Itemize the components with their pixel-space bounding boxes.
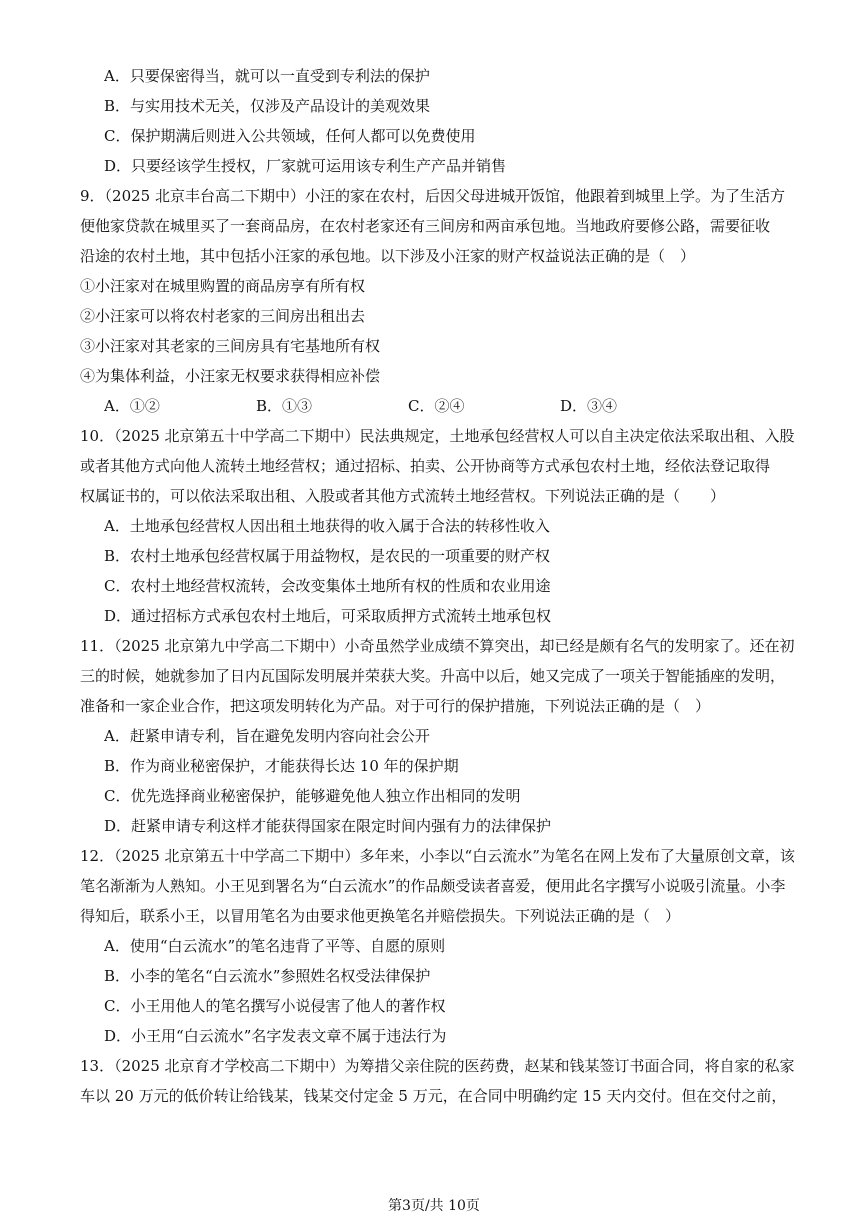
option-b: B．作为商业秘密保护，才能获得长达 10 年的保护期	[104, 757, 459, 775]
question-9-text: 沿途的农村土地，其中包括小汪家的承包地。以下涉及小汪家的财产权益说法正确的是（ ）	[80, 247, 696, 265]
question-11-text: 11．（2025 北京第九中学高二下期中）小奇虽然学业成绩不算突出，却已经是颇有名气的发明家了。还在初	[80, 637, 795, 655]
statement-1: ①小汪家对在城里购置的商品房享有所有权	[80, 277, 366, 295]
question-13-text: 车以 20 万元的低价转让给钱某，钱某交付定金 5 万元，在合同中明确约定 15 天内交付。但在交付之前，	[80, 1087, 787, 1105]
question-9-text: 便他家贷款在城里买了一套商品房，在农村老家还有三间房和两亩承包地。当地政府要修公路，需要征收	[80, 217, 771, 235]
question-9-choices	[104, 396, 664, 416]
question-10-text: 10．（2025 北京第五十中学高二下期中）民法典规定，土地承包经营权人可以自主决定依法采取出租、入股	[80, 427, 795, 445]
option-a: A．土地承包经营权人因出租土地获得的收入属于合法的转移性收入	[104, 517, 550, 535]
question-12-text: 笔名渐渐为人熟知。小王见到署名为“白云流水”的作品颇受读者喜爱，便用此名字撰写小说吸引流量。小李	[80, 877, 786, 895]
option-d: D．只要经该学生授权，厂家就可运用该专利生产产品并销售	[104, 157, 507, 175]
question-10-text: 或者其他方式向他人流转土地经营权；通过招标、拍卖、公开协商等方式承包农村土地，经依法登记取得	[80, 457, 771, 475]
question-11-text: 准备和一家企业合作，把这项发明转化为产品。对于可行的保护措施，下列说法正确的是（ ）	[80, 697, 711, 715]
option-c: C．保护期满后则进入公共领域，任何人都可以免费使用	[104, 127, 476, 145]
option-c: C．农村土地经营权流转，会改变集体土地所有权的性质和农业用途	[104, 577, 551, 595]
question-12-text: 得知后，联系小王，以冒用笔名为由要求他更换笔名并赔偿损失。下列说法正确的是（ ）	[80, 907, 681, 925]
page-number: 第3页/共 10页	[388, 1198, 480, 1214]
option-c: C．优先选择商业秘密保护，能够避免他人独立作出相同的发明	[104, 787, 521, 805]
question-13-text: 13．（2025 北京育才学校高二下期中）为筹措父亲住院的医药费，赵某和钱某签订书面合同，将自家的私家	[80, 1057, 795, 1075]
statement-4: ④为集体利益，小汪家无权要求获得相应补偿	[80, 367, 381, 385]
choice-b: B．①③	[256, 397, 313, 415]
statement-3: ③小汪家对其老家的三间房具有宅基地所有权	[80, 337, 381, 355]
option-a: A．赶紧申请专利，旨在避免发明内容向社会公开	[104, 727, 430, 745]
question-11-text: 三的时候，她就参加了日内瓦国际发明展并荣获大奖。升高中以后，她又完成了一项关于智能插座的发明，	[80, 667, 786, 685]
choice-c: C．②④	[408, 397, 465, 415]
option-d: D．通过招标方式承包农村土地后，可采取质押方式流转土地承包权	[104, 607, 552, 625]
option-b: B．小李的笔名“白云流水”参照姓名权受法律保护	[104, 967, 431, 985]
question-10-text: 权属证书的，可以依法采取出租、入股或者其他方式流转土地经营权。下列说法正确的是（ ）	[80, 487, 726, 505]
choice-a: A．①②	[104, 397, 160, 415]
option-d: D．赶紧申请专利这样才能获得国家在限定时间内强有力的法律保护	[104, 817, 552, 835]
question-9-text: 9．（2025 北京丰台高二下期中）小汪的家在农村，后因父母进城开饭馆，他跟着到城里上学。为了生活方	[80, 187, 785, 205]
choice-d: D．③④	[560, 397, 618, 415]
option-a: A．只要保密得当，就可以一直受到专利法的保护	[104, 67, 430, 85]
question-12-text: 12．（2025 北京第五十中学高二下期中）多年来，小李以“白云流水”为笔名在网上发布了大量原创文章，该	[80, 847, 795, 865]
option-c: C．小王用他人的笔名撰写小说侵害了他人的著作权	[104, 997, 446, 1015]
option-b: B．农村土地承包经营权属于用益物权，是农民的一项重要的财产权	[104, 547, 551, 565]
statement-2: ②小汪家可以将农村老家的三间房出租出去	[80, 307, 366, 325]
option-b: B．与实用技术无关，仅涉及产品设计的美观效果	[104, 97, 431, 115]
option-d: D．小王用“白云流水”名字发表文章不属于违法行为	[104, 1027, 447, 1045]
option-a: A．使用“白云流水”的笔名违背了平等、自愿的原则	[104, 937, 446, 955]
